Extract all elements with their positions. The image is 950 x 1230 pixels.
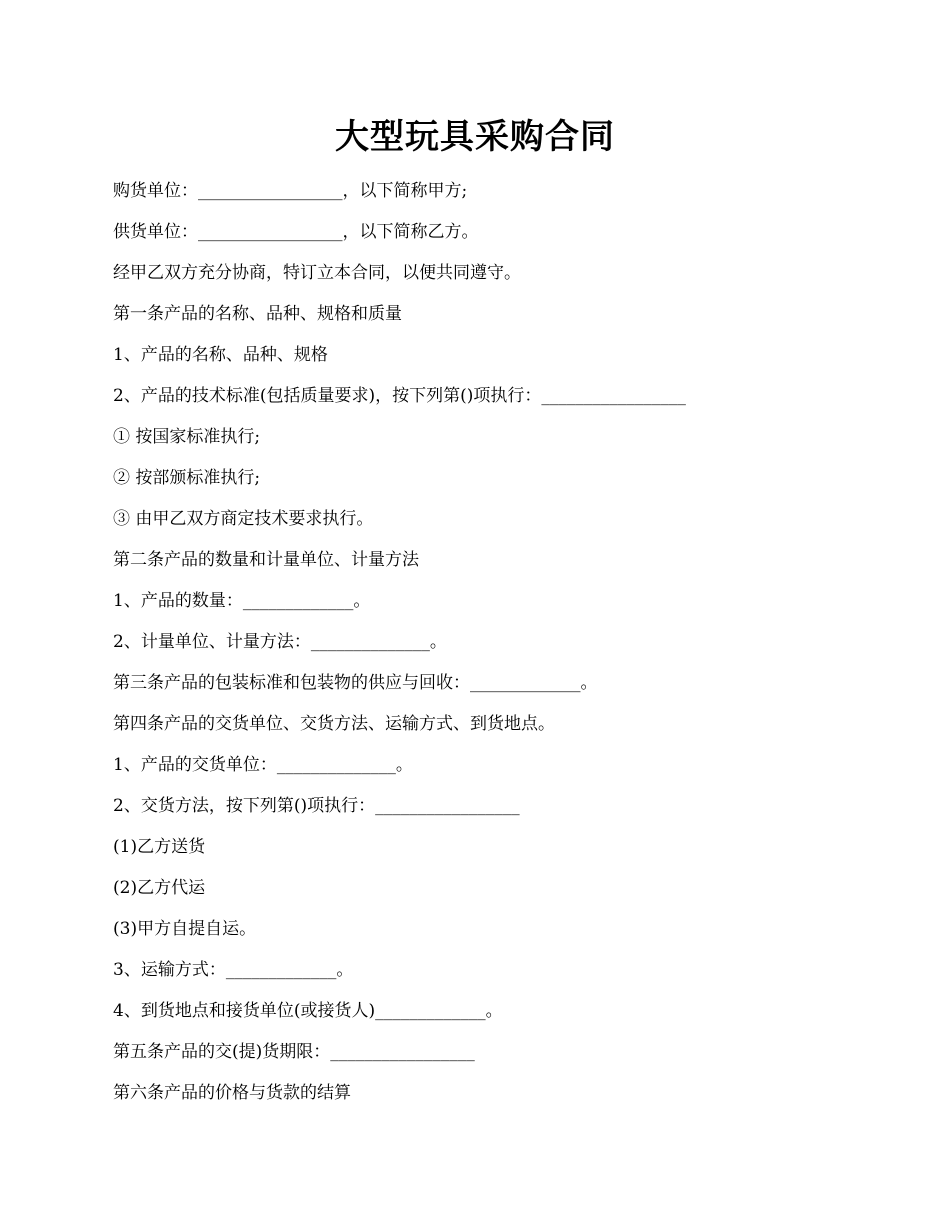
document-body	[113, 176, 873, 1119]
article-1-item-1: 1、产品的名称、品种、规格	[113, 345, 328, 365]
article-1-option-3: ③ 由甲乙双方商定技术要求执行。	[113, 509, 374, 529]
article-4-item-3: 3、运输方式：_____________。	[113, 960, 354, 980]
article-4-item-1: 1、产品的交货单位：______________。	[113, 755, 413, 775]
article-2-item-2: 2、计量单位、计量方法：______________。	[113, 632, 447, 652]
article-6-heading: 第六条产品的价格与货款的结算	[113, 1083, 351, 1103]
article-1-heading: 第一条产品的名称、品种、规格和质量	[113, 304, 402, 324]
article-3-heading: 第三条产品的包装标准和包装物的供应与回收：_____________。	[113, 673, 598, 693]
article-2-heading: 第二条产品的数量和计量单位、计量方法	[113, 550, 419, 570]
article-4-option-3: (3)甲方自提自运。	[113, 919, 257, 939]
article-1-item-2: 2、产品的技术标准(包括质量要求)，按下列第()项执行：_________________	[113, 386, 686, 406]
line-supplier: 供货单位：_________________，以下简称乙方。	[113, 222, 479, 242]
article-1-option-1: ① 按国家标准执行;	[113, 427, 261, 447]
article-2-item-1: 1、产品的数量：_____________。	[113, 591, 371, 611]
line-purchaser: 购货单位：_________________，以下简称甲方;	[113, 181, 468, 201]
article-4-option-2: (2)乙方代运	[113, 878, 206, 898]
article-4-option-1: (1)乙方送货	[113, 837, 206, 857]
document-title: 大型玩具采购合同	[335, 117, 615, 157]
article-5-heading: 第五条产品的交(提)货期限：_________________	[113, 1042, 475, 1062]
article-4-item-2: 2、交货方法，按下列第()项执行：_________________	[113, 796, 520, 816]
article-1-option-2: ② 按部颁标准执行;	[113, 468, 261, 488]
line-preamble: 经甲乙双方充分协商，特订立本合同，以便共同遵守。	[113, 263, 521, 283]
article-4-heading: 第四条产品的交货单位、交货方法、运输方式、到货地点。	[113, 714, 555, 734]
article-4-item-4: 4、到货地点和接货单位(或接货人)_____________。	[113, 1001, 503, 1021]
